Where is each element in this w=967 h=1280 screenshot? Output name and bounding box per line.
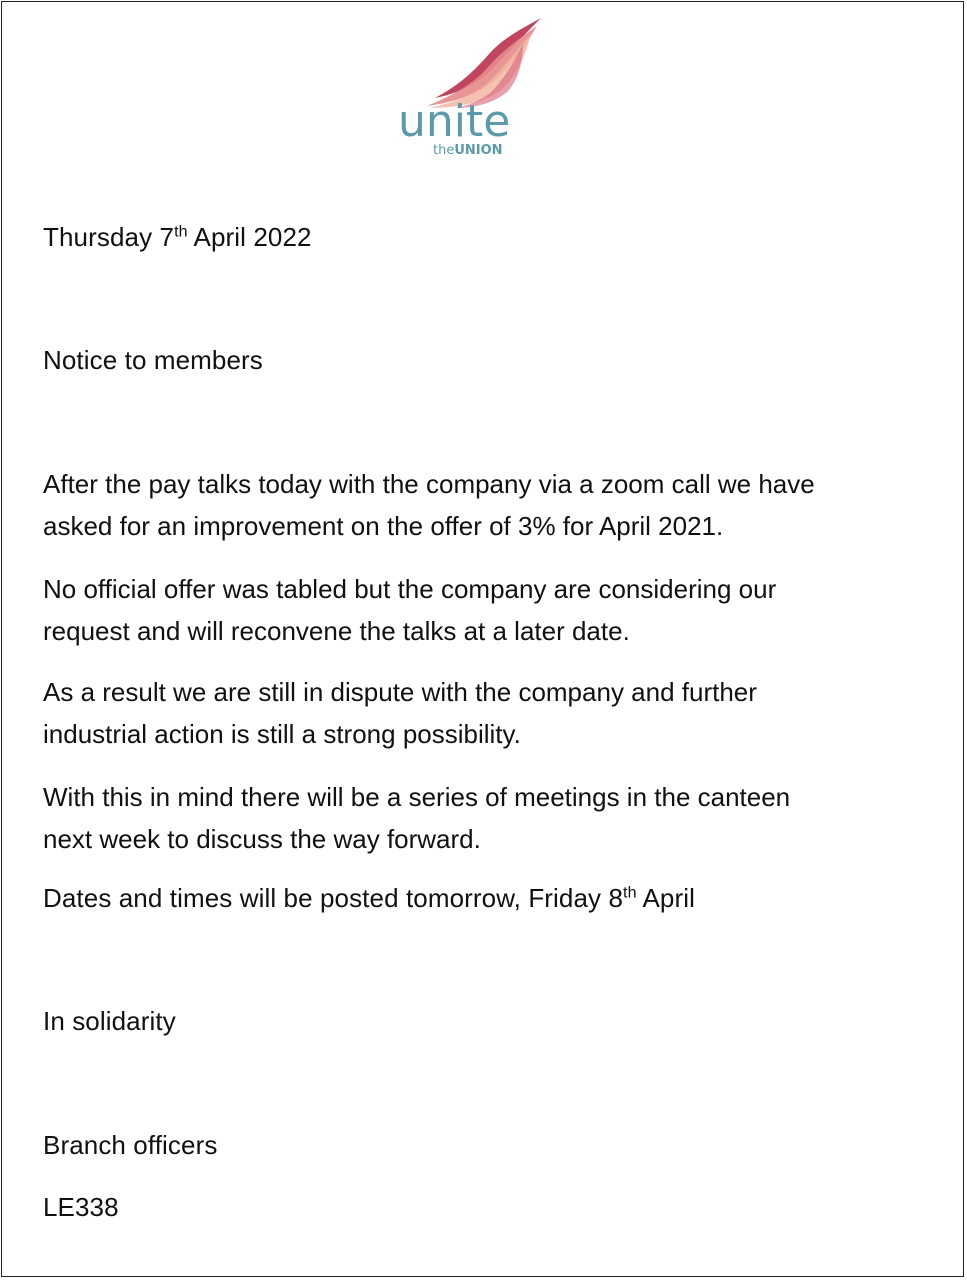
paragraph-line: industrial action is still a strong possibility. bbox=[43, 719, 521, 749]
date-ordinal-suffix: th bbox=[174, 223, 188, 241]
paragraph-line: asked for an improvement on the offer of 3% for April 2021. bbox=[43, 511, 724, 541]
paragraph-meetings bbox=[43, 776, 790, 860]
paragraph-line: next week to discuss the way forward. bbox=[43, 824, 481, 854]
dates-ordinal-suffix: th bbox=[623, 884, 637, 902]
paragraph-line: request and will reconvene the talks at a later date. bbox=[43, 616, 630, 646]
unite-flame-icon bbox=[395, 14, 545, 164]
dates-notice: Dates and times will be posted tomorrow, Friday 8th April bbox=[43, 883, 695, 913]
paragraph-line: With this in mind there will be a series of meetings in the canteen bbox=[43, 782, 791, 812]
unite-logo bbox=[395, 14, 545, 164]
notice-heading: Notice to members bbox=[43, 345, 263, 375]
paragraph-no-offer bbox=[43, 568, 776, 652]
logo-sub-light: the bbox=[433, 143, 455, 158]
paragraph-line: As a result we are still in dispute with the company and further bbox=[43, 677, 757, 707]
letter-date: Thursday 7th April 2022 bbox=[43, 222, 312, 252]
svg-text:theUNION bbox=[433, 143, 503, 158]
logo-sub-bold: UNION bbox=[454, 143, 503, 158]
logo-wordmark: unite bbox=[398, 96, 511, 147]
paragraph-line: No official offer was tabled but the company are considering our bbox=[43, 574, 777, 604]
paragraph-dispute bbox=[43, 671, 757, 755]
closing-line: In solidarity bbox=[43, 1006, 176, 1036]
paragraph-pay-talks bbox=[43, 463, 815, 547]
paragraph-line: After the pay talks today with the company via a zoom call we have bbox=[43, 469, 815, 499]
signature-branch-code: LE338 bbox=[43, 1192, 119, 1222]
signature-branch-officers: Branch officers bbox=[43, 1130, 218, 1160]
